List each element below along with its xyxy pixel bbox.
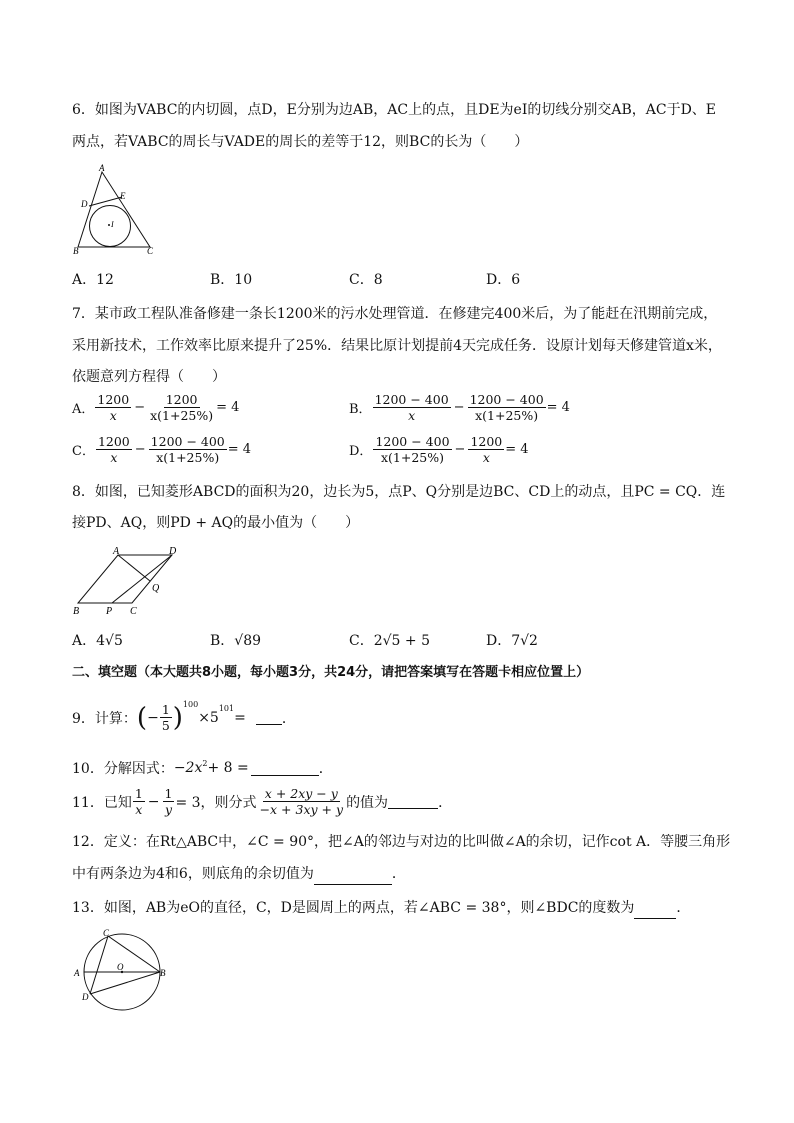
q6-line2: 两点，若VABC的周长与VADE的周长的差等于12，则BC的长为（ ） [72, 134, 529, 150]
q9-exponent-2: 101 [218, 704, 235, 713]
q7-c-fraction-1: $\frac{1200}{x}$ [97, 434, 130, 465]
q11-big-fraction: $\frac{x + 2xy - y}{-x + 3xy + y}$ [259, 786, 344, 817]
q6-option-b[interactable]: B．10 [210, 272, 253, 288]
q10-line [72, 758, 333, 778]
q9-label: 9．计算： [72, 710, 137, 727]
q11-line [72, 786, 452, 817]
q13-label-d: D [82, 992, 89, 1002]
q7-c-fraction-2: $\frac{1200 - 400}{x(1+25\%)}$ [150, 434, 225, 465]
q7-option-b-label: B． [349, 402, 372, 417]
q8-label-c: C [130, 606, 137, 617]
q10-answer-blank[interactable] [251, 761, 319, 776]
q7-d-fraction-1: $\frac{1200 - 400}{x(1+25\%)}$ [375, 434, 450, 465]
q7-line3: 依题意列方程得（ ） [72, 369, 226, 385]
q7-option-d[interactable] [349, 434, 529, 465]
q13-line1: 13．如图，AB为eO的直径，C，D是圆周上的两点，若∠ABC = 38°，则∠BDC的度数为 [72, 900, 635, 916]
q9-period: ． [281, 710, 296, 727]
q7-option-d-label: D． [349, 444, 373, 459]
q7-option-b[interactable] [349, 392, 570, 423]
q11-tail: 的值为 [346, 794, 389, 811]
q9-fraction: $\frac{1}{5}$ [161, 702, 170, 733]
q9-answer-blank[interactable] [256, 710, 282, 725]
q12-line2: 中有两条边为4和6，则底角的余切值为 [72, 866, 314, 882]
q7-line2: 采用新技术，工作效率比原来提升了25%．结果比原计划提前4天完成任务．设原计划每天修建管道x米， [72, 338, 722, 354]
q8-label-p: P [106, 606, 113, 617]
q7-b-minus: − [453, 400, 465, 415]
q13-label-a: A [74, 968, 80, 978]
q10-rest: + 8 = [207, 760, 249, 776]
q7-option-c[interactable] [72, 434, 251, 465]
q8-option-a[interactable]: A．4√5 [72, 633, 123, 649]
q6-option-a[interactable]: A．12 [72, 272, 114, 288]
q7-a-minus: − [134, 400, 146, 415]
q10-label: 10．分解因式： [72, 761, 174, 777]
q8-option-c[interactable]: C．2√5 + 5 [349, 633, 430, 649]
q12-answer-blank[interactable] [314, 870, 392, 885]
q8-line2: 接PD、AQ，则PD + AQ的最小值为（ ） [72, 515, 360, 531]
q10-exponent: 2 [202, 759, 208, 768]
q8-label-d: D [169, 546, 177, 557]
q6-label-e: E [120, 191, 126, 201]
q8-label-b: B [73, 606, 80, 617]
q13-line1-wrap [72, 897, 734, 919]
q7-option-c-label: C． [72, 444, 95, 459]
q8-line1: 8．如图，已知菱形ABCD的面积为20，边长为5，点P、Q分别是边BC、CD上的动点，且PC = CQ．连 [72, 484, 726, 500]
q9-sign: − [147, 709, 159, 726]
q8-option-b[interactable]: B．√89 [210, 633, 262, 649]
q6-line1: 6．如图为VABC的内切圆，点D，E分别为边AB，AC上的点，且DE为eI的切线分别交AB，AC于D、E [72, 102, 717, 118]
q11-answer-blank[interactable] [388, 794, 438, 809]
q9-times-five: ×5 [198, 709, 219, 726]
q7-option-a-label: A． [72, 402, 95, 417]
q6-option-d[interactable]: D．6 [486, 272, 521, 288]
q11-minus: − [147, 793, 160, 810]
q9-exponent-1: 100 [182, 700, 199, 709]
q6-label-b: B [73, 246, 79, 255]
q8-label-q: Q [152, 583, 160, 594]
q7-c-minus: − [134, 442, 146, 457]
q9-right-paren: ) [172, 702, 183, 733]
q7-b-fraction-2: $\frac{1200 - 400}{x(1+25\%)}$ [469, 392, 544, 423]
q12-line1: 12．定义：在Rt△ABC中，∠C = 90°，把∠A的邻边与对边的比叫做∠A的余切，记作cot A．等腰三角形 [72, 834, 731, 850]
q9-line [72, 702, 296, 733]
q6-incircle-figure [72, 163, 162, 255]
q6-label-i: I [111, 220, 114, 229]
q9-equals: = [234, 709, 246, 726]
q13-label-c: C [103, 928, 110, 938]
q8-rhombus-figure [70, 545, 185, 617]
q7-d-minus: − [454, 442, 466, 457]
q7-d-fraction-2: $\frac{1200}{x}$ [470, 434, 503, 465]
q12-line2-wrap [72, 863, 734, 885]
q6-label-a: A [99, 163, 105, 173]
q13-circle-figure [70, 928, 170, 1012]
q7-a-fraction-1: $\frac{1200}{x}$ [97, 392, 130, 423]
section-heading-fill-in: 二、填空题（本大题共8小题，每小题3分，共24分，请把答案填写在答题卡相应位置上） [72, 665, 590, 680]
q7-b-rhs: = 4 [546, 400, 570, 415]
q12-period: ． [391, 866, 406, 882]
q7-line1: 7．某市政工程队准备修建一条长1200米的污水处理管道．在修建完400米后，为了能赶在汛期前完成， [72, 306, 718, 322]
q7-b-fraction-1: $\frac{1200 - 400}{x}$ [374, 392, 449, 423]
q10-period: ． [318, 761, 333, 777]
q6-option-c[interactable]: C．8 [349, 272, 383, 288]
q10-term: −2x [173, 760, 203, 776]
q7-d-rhs: = 4 [505, 442, 529, 457]
q6-label-c: C [147, 246, 154, 255]
q7-a-fraction-2: $\frac{1200}{x(1+25\%)}$ [150, 392, 214, 423]
q13-answer-blank[interactable] [634, 904, 676, 919]
q9-left-paren: ( [136, 702, 148, 733]
q7-a-rhs: = 4 [216, 400, 240, 415]
q13-label-o: O [117, 962, 124, 972]
q8-option-d[interactable]: D．7√2 [486, 633, 538, 649]
q8-label-a: A [113, 546, 120, 557]
q6-label-d: D [81, 199, 88, 209]
q7-c-rhs: = 4 [227, 442, 252, 457]
q11-fraction-1: $\frac{1}{x}$ [134, 786, 143, 817]
q11-condition: = 3，则分式 [175, 794, 257, 811]
q11-label: 11．已知 [72, 794, 132, 811]
q11-period: ． [438, 794, 453, 811]
q13-period: ． [676, 900, 691, 916]
q13-label-b: B [160, 968, 166, 978]
q11-fraction-2: $\frac{1}{y}$ [164, 786, 173, 817]
q7-option-a[interactable] [72, 392, 239, 423]
